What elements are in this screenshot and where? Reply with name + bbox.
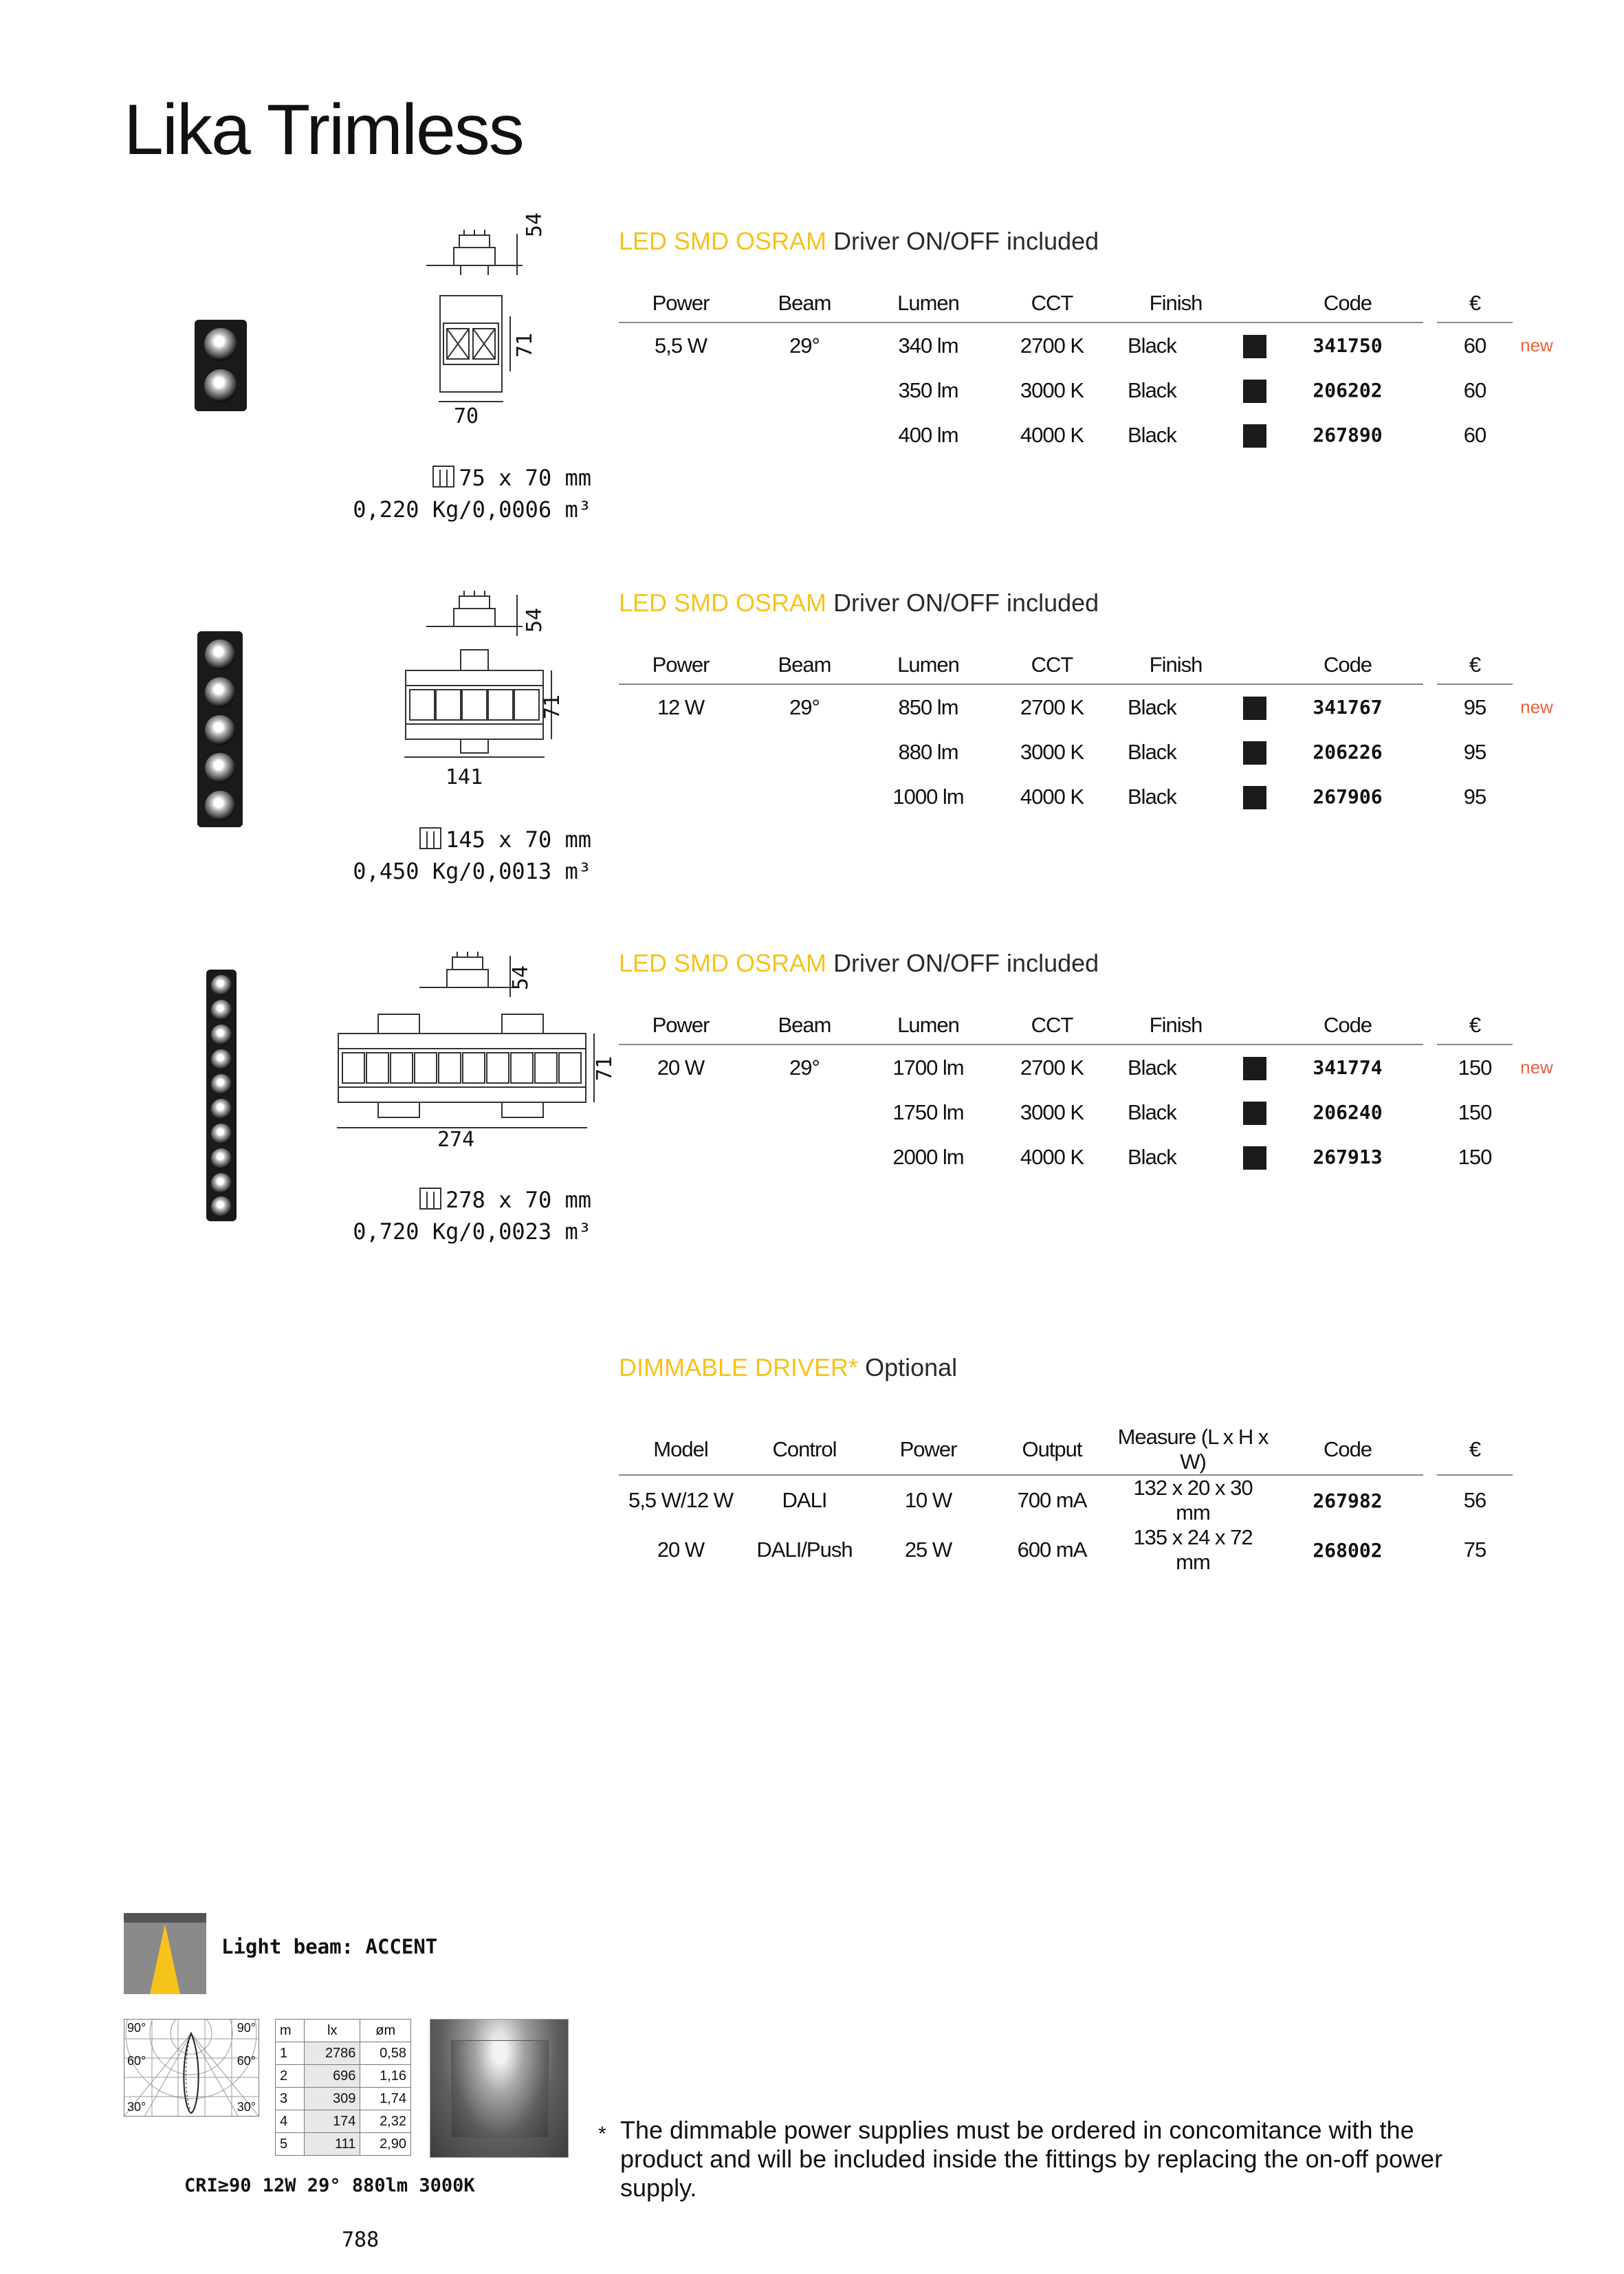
cell-price: 95 (1463, 695, 1486, 719)
cell-power (619, 730, 743, 774)
col-header: Beam (743, 646, 866, 684)
cell-model: 20 W (657, 1538, 705, 1562)
table-header-row (276, 2020, 411, 2042)
cell-finish: Black (1128, 784, 1176, 809)
table-row (619, 1135, 1561, 1179)
cell-lux: 309 (305, 2088, 360, 2110)
col-header: Model (619, 1425, 743, 1475)
light-render-image (430, 2019, 569, 2158)
cell-lumen: 340 lm (898, 333, 958, 358)
table-header-row (619, 285, 1561, 322)
cell-cct: 2700 K (1020, 695, 1084, 719)
cell-code: 268002 (1313, 1538, 1383, 1562)
driver-heading-rest: Optional (865, 1353, 958, 1381)
cell-distance: 5 (276, 2133, 305, 2156)
cell-code: 267906 (1313, 785, 1383, 808)
table-row (619, 1525, 1513, 1575)
cell-beam: 29° (789, 1055, 820, 1080)
table-header-row (619, 1007, 1561, 1045)
col-header: øm (360, 2020, 411, 2042)
pack-size: 278 x 70 mm (446, 1187, 591, 1213)
product-heading-2 (619, 589, 1099, 617)
col-header: Control (743, 1425, 866, 1475)
cell-lux: 2786 (305, 2042, 360, 2065)
pack-size: 75 x 70 mm (459, 465, 591, 491)
cell-power: 5,5 W (655, 333, 707, 358)
light-beam-label: Light beam: ACCENT (221, 1935, 438, 1958)
technical-drawing-1 (413, 220, 578, 440)
light-beam-icon (124, 1913, 206, 1994)
cell-lumen: 850 lm (898, 695, 958, 719)
cell-price: 150 (1458, 1100, 1492, 1124)
cell-cct: 3000 K (1020, 1100, 1084, 1124)
finish-swatch (1243, 1146, 1266, 1170)
col-header: € (1437, 285, 1513, 322)
cell-code: 206202 (1313, 379, 1383, 402)
cell-control: DALI (782, 1488, 827, 1512)
col-header: Finish (1114, 1007, 1238, 1045)
cell-price: 60 (1463, 422, 1486, 447)
cell-cct: 3000 K (1020, 739, 1084, 764)
new-badge: new (1520, 334, 1553, 356)
cell-finish: Black (1128, 739, 1176, 764)
col-header: Power (619, 1007, 743, 1045)
new-badge (1513, 1135, 1561, 1179)
cell-cct: 4000 K (1020, 1144, 1084, 1169)
dim-height-1: 54 (523, 212, 547, 237)
table-row (619, 1090, 1561, 1135)
cell-diameter: 2,32 (360, 2110, 411, 2133)
technical-drawing-3 (330, 942, 605, 1141)
product-image-2-led (195, 320, 247, 411)
page-title: Lika Trimless (124, 90, 523, 170)
new-badge (1513, 1090, 1561, 1135)
dim-height-2: 54 (523, 607, 547, 633)
cell-cct: 3000 K (1020, 378, 1084, 402)
footnote (598, 2116, 1492, 2202)
cell-finish: Black (1128, 333, 1176, 358)
col-header: Finish (1114, 646, 1238, 684)
footnote-text: The dimmable power supplies must be ordered in concomitance with the product and will be included inside the fittings by replacing the on-off power supply. (620, 2116, 1443, 2202)
cell-output: 700 mA (1017, 1488, 1087, 1512)
angle-label: 30° (237, 2100, 256, 2114)
col-header: Finish (1114, 285, 1238, 322)
cell-beam (743, 1135, 866, 1179)
finish-swatch (1243, 1102, 1266, 1125)
cell-distance: 2 (276, 2065, 305, 2088)
cell-price: 95 (1463, 739, 1486, 764)
cell-power (619, 413, 743, 457)
col-header: Beam (743, 1007, 866, 1045)
cell-power (619, 1135, 743, 1179)
cell-diameter: 1,74 (360, 2088, 411, 2110)
weight-volume: 0,220 Kg/0,0006 m³ (353, 496, 591, 523)
angle-label: 60° (127, 2054, 146, 2068)
table-header-row (619, 646, 1561, 684)
cell-output: 600 mA (1017, 1538, 1087, 1562)
cell-power (619, 1090, 743, 1135)
cell-diameter: 2,90 (360, 2133, 411, 2156)
cell-power: 10 W (904, 1488, 952, 1512)
cell-beam (743, 368, 866, 413)
cell-measure: 135 x 24 x 72 mm (1133, 1525, 1253, 1574)
driver-heading-accent: DIMMABLE DRIVER* (619, 1353, 859, 1381)
table-row (619, 368, 1561, 413)
table-row (276, 2133, 411, 2156)
new-badge (1513, 413, 1561, 457)
cell-lumen: 1750 lm (892, 1100, 964, 1124)
cell-price: 56 (1463, 1488, 1486, 1512)
table-row (619, 413, 1561, 457)
table-row (619, 730, 1561, 774)
cell-power (619, 774, 743, 819)
cell-lumen: 350 lm (898, 378, 958, 402)
spec-table-3 (619, 1007, 1561, 1179)
col-header: Power (866, 1425, 990, 1475)
col-header: Output (990, 1425, 1114, 1475)
product-heading-rest: Driver ON/OFF included (833, 589, 1099, 617)
dim-height-3: 54 (509, 965, 533, 990)
col-header: € (1437, 1425, 1513, 1475)
col-header: Lumen (866, 646, 990, 684)
table-row (619, 1045, 1561, 1090)
cell-distance: 4 (276, 2110, 305, 2133)
cell-distance: 3 (276, 2088, 305, 2110)
cell-lux: 111 (305, 2133, 360, 2156)
driver-heading (619, 1353, 957, 1382)
angle-label: 60° (237, 2054, 256, 2068)
cell-cct: 2700 K (1020, 333, 1084, 358)
page-number: 788 (342, 2228, 380, 2252)
cell-finish: Black (1128, 422, 1176, 447)
table-row (276, 2065, 411, 2088)
table-row (276, 2088, 411, 2110)
cell-power: 20 W (657, 1055, 705, 1080)
table-row (619, 1475, 1513, 1525)
new-badge (1513, 774, 1561, 819)
packaging-info-2 (303, 824, 591, 887)
driver-table (619, 1425, 1513, 1575)
cell-code: 341774 (1313, 1056, 1383, 1079)
cell-cct: 4000 K (1020, 422, 1084, 447)
cell-power: 12 W (657, 695, 705, 719)
new-badge: new (1520, 696, 1553, 717)
col-header: € (1437, 1007, 1513, 1045)
col-header: CCT (990, 646, 1114, 684)
pack-size: 145 x 70 mm (446, 827, 591, 853)
cell-price: 75 (1463, 1538, 1486, 1562)
cell-power: 25 W (904, 1538, 952, 1562)
table-row (619, 322, 1561, 368)
finish-swatch (1243, 335, 1266, 358)
cell-model: 5,5 W/12 W (628, 1488, 733, 1512)
photometry-caption: CRI≥90 12W 29° 880lm 3000K (184, 2175, 475, 2196)
cell-finish: Black (1128, 378, 1176, 402)
cell-beam: 29° (789, 695, 820, 719)
cell-code: 341767 (1313, 696, 1383, 719)
dim-depth-2: 71 (540, 694, 564, 719)
cell-distance: 1 (276, 2042, 305, 2065)
dim-width-3: 274 (437, 1128, 475, 1152)
angle-label: 90° (127, 2021, 146, 2035)
cell-beam (743, 413, 866, 457)
table-row (619, 774, 1561, 819)
cell-price: 150 (1458, 1055, 1492, 1080)
dim-depth-3: 71 (593, 1056, 617, 1081)
package-icon (432, 466, 454, 488)
weight-volume: 0,450 Kg/0,0013 m³ (353, 858, 591, 884)
col-header: CCT (990, 285, 1114, 322)
cell-diameter: 0,58 (360, 2042, 411, 2065)
cell-cct: 2700 K (1020, 1055, 1084, 1080)
dim-width-2: 141 (446, 765, 483, 789)
new-badge (1513, 730, 1561, 774)
cell-code: 267913 (1313, 1146, 1383, 1168)
col-header: m (276, 2020, 305, 2042)
cell-beam (743, 1090, 866, 1135)
table-row (276, 2042, 411, 2065)
weight-volume: 0,720 Kg/0,0023 m³ (353, 1218, 591, 1245)
col-header: CCT (990, 1007, 1114, 1045)
cell-measure: 132 x 20 x 30 mm (1133, 1476, 1253, 1524)
cell-beam: 29° (789, 333, 820, 358)
col-header: Lumen (866, 285, 990, 322)
finish-swatch (1243, 380, 1266, 403)
cell-lumen: 2000 lm (892, 1144, 964, 1169)
table-row (619, 684, 1561, 730)
cell-code: 206226 (1313, 741, 1383, 763)
spec-table-2 (619, 646, 1561, 819)
cell-code: 341750 (1313, 334, 1383, 357)
cell-lux: 696 (305, 2065, 360, 2088)
col-header: € (1437, 646, 1513, 684)
finish-swatch (1243, 1057, 1266, 1080)
package-icon (419, 827, 441, 849)
cell-finish: Black (1128, 1100, 1176, 1124)
col-header: Power (619, 285, 743, 322)
product-heading-accent: LED SMD OSRAM (619, 589, 827, 617)
cell-price: 60 (1463, 333, 1486, 358)
new-badge: new (1520, 1056, 1553, 1078)
technical-drawing-2 (392, 581, 578, 774)
product-heading-rest: Driver ON/OFF included (833, 949, 1099, 977)
cell-lumen: 400 lm (898, 422, 958, 447)
dim-depth-1: 71 (513, 332, 537, 358)
polar-diagram (124, 2019, 259, 2117)
product-image-10-led (206, 970, 237, 1221)
col-header: Lumen (866, 1007, 990, 1045)
cell-price: 95 (1463, 784, 1486, 809)
footnote-star: * (598, 2123, 606, 2145)
cell-finish: Black (1128, 1144, 1176, 1169)
cell-price: 60 (1463, 378, 1486, 402)
cell-beam (743, 730, 866, 774)
packaging-info-3 (303, 1184, 591, 1247)
col-header: Beam (743, 285, 866, 322)
cell-finish: Black (1128, 695, 1176, 719)
angle-label: 90° (237, 2021, 256, 2035)
packaging-info-1 (303, 462, 591, 525)
product-heading-accent: LED SMD OSRAM (619, 949, 827, 977)
product-image-5-led (197, 631, 243, 827)
col-header: lx (305, 2020, 360, 2042)
illuminance-table (275, 2019, 411, 2156)
cell-control: DALI/Push (756, 1538, 853, 1562)
col-header: Code (1272, 646, 1423, 684)
cell-code: 267890 (1313, 424, 1383, 446)
spec-table-1 (619, 285, 1561, 457)
dim-width-1: 70 (454, 404, 479, 428)
cell-lux: 174 (305, 2110, 360, 2133)
package-icon (419, 1188, 441, 1210)
finish-swatch (1243, 786, 1266, 809)
new-badge (1513, 368, 1561, 413)
cell-power (619, 368, 743, 413)
finish-swatch (1243, 697, 1266, 720)
col-header: Code (1272, 1007, 1423, 1045)
col-header: Measure (L x H x W) (1114, 1425, 1272, 1475)
cell-code: 206240 (1313, 1101, 1383, 1124)
cell-beam (743, 774, 866, 819)
product-heading-rest: Driver ON/OFF included (833, 227, 1099, 255)
table-header-row (619, 1425, 1513, 1475)
cell-lumen: 1000 lm (892, 784, 964, 809)
cell-cct: 4000 K (1020, 784, 1084, 809)
cell-price: 150 (1458, 1144, 1492, 1169)
angle-label: 30° (127, 2100, 146, 2114)
finish-swatch (1243, 741, 1266, 765)
product-heading-1 (619, 227, 1099, 256)
col-header: Code (1272, 285, 1423, 322)
col-header: Power (619, 646, 743, 684)
cell-lumen: 1700 lm (892, 1055, 964, 1080)
table-row (276, 2110, 411, 2133)
cell-diameter: 1,16 (360, 2065, 411, 2088)
product-heading-3 (619, 949, 1099, 978)
col-header: Code (1272, 1425, 1423, 1475)
cell-code: 267982 (1313, 1489, 1383, 1512)
cell-lumen: 880 lm (898, 739, 958, 764)
product-heading-accent: LED SMD OSRAM (619, 227, 827, 255)
cell-finish: Black (1128, 1055, 1176, 1080)
finish-swatch (1243, 424, 1266, 448)
